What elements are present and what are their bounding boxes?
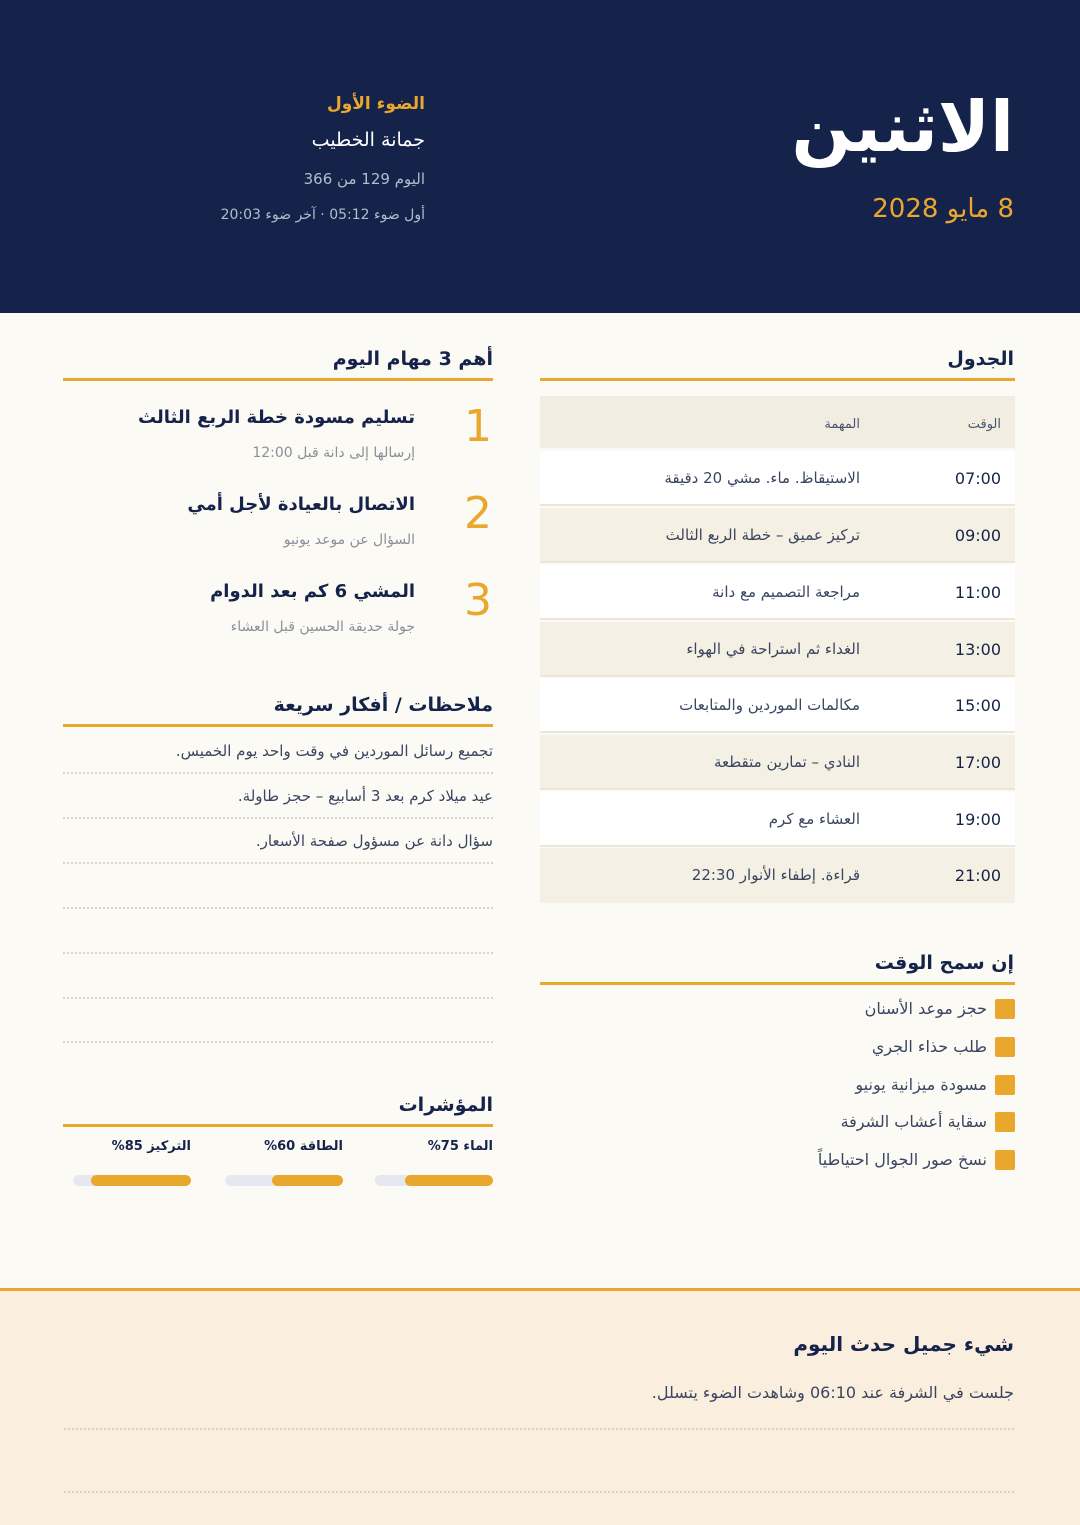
schedule-task: النادي – تمارين متقطعة: [713, 753, 860, 771]
metric-bar-fill: [272, 1175, 343, 1186]
brand-name: الضوء الأول: [326, 94, 425, 114]
metric-label: الماء 75%: [427, 1139, 493, 1154]
schedule-time: 15:00: [954, 696, 1001, 715]
priority-task: [63, 488, 493, 572]
metric-water: [373, 1140, 493, 1190]
schedule-task: مراجعة التصميم مع دانة: [712, 583, 860, 601]
note-line: [63, 730, 493, 774]
schedule-time: 11:00: [954, 583, 1001, 602]
checklist-item[interactable]: [715, 1149, 1015, 1171]
note-line: [63, 999, 493, 1043]
metric-label: التركيز 85%: [111, 1139, 191, 1154]
metric-label: الطاقة 60%: [264, 1139, 343, 1154]
schedule-rule: [540, 378, 1015, 381]
schedule-task: الاستيقاظ. ماء. مشي 20 دقيقة: [664, 469, 860, 487]
note-text: سؤال دانة عن مسؤول صفحة الأسعار.: [255, 832, 493, 850]
schedule-task: العشاء مع كرم: [768, 810, 860, 828]
schedule-time: 13:00: [954, 640, 1001, 659]
day-name: الاثنين: [791, 86, 1014, 168]
person-name: جمانة الخطيب: [311, 129, 425, 151]
checklist-item[interactable]: [715, 998, 1015, 1020]
top-tasks-title: أهم 3 مهام اليوم: [332, 348, 493, 370]
notes-title: ملاحظات / أفكار سريعة: [273, 694, 493, 716]
schedule-row: [540, 735, 1015, 790]
checkbox[interactable]: [995, 1112, 1015, 1132]
schedule-title: الجدول: [947, 348, 1014, 370]
metric-bar: [375, 1175, 493, 1186]
schedule-row: [540, 792, 1015, 847]
priority-task-title: تسليم مسودة خطة الربع الثالث: [137, 407, 415, 428]
note-line: [63, 865, 493, 909]
checkbox[interactable]: [995, 1150, 1015, 1170]
schedule-task: تركيز عميق – خطة الربع الثالث: [665, 526, 860, 544]
metric-bar: [73, 1175, 191, 1186]
schedule-row: [540, 508, 1015, 563]
schedule-time: 07:00: [954, 469, 1001, 488]
checklist-label: طلب حذاء الجري: [871, 1037, 987, 1056]
note-line: [63, 775, 493, 819]
checklist-label: سقاية أعشاب الشرفة: [840, 1112, 987, 1131]
date: 8 مايو 2028: [872, 194, 1014, 224]
light-info: أول ضوء 05:12 · آخر ضوء 20:03: [220, 207, 425, 223]
schedule-header-row: [540, 396, 1015, 448]
schedule-task: قراءة. إطفاء الأنوار 22:30: [691, 866, 860, 884]
day-count: اليوم 129 من 366: [303, 170, 425, 188]
if-time-rule: [540, 982, 1015, 985]
metric-focus: [71, 1140, 191, 1190]
checkbox[interactable]: [995, 1037, 1015, 1057]
metric-energy: [223, 1140, 343, 1190]
schedule-task: الغداء ثم استراحة في الهواء: [686, 640, 860, 658]
metrics-rule: [63, 1124, 493, 1127]
priority-task-note: إرسالها إلى دانة قبل 12:00: [252, 445, 415, 461]
schedule-row: [540, 451, 1015, 506]
checklist-label: حجز موعد الأسنان: [864, 999, 987, 1018]
priority-task-note: جولة حديقة الحسين قبل العشاء: [230, 619, 415, 635]
header-banner: [0, 0, 1080, 313]
highlight-footer: [0, 1288, 1080, 1525]
schedule-time: 19:00: [954, 810, 1001, 829]
top-tasks-rule: [63, 378, 493, 381]
note-text: عيد ميلاد كرم بعد 3 أسابيع – حجز طاولة.: [237, 787, 493, 805]
note-text: تجميع رسائل الموردين في وقت واحد يوم الخميس.: [175, 742, 493, 760]
note-line: [63, 910, 493, 954]
column-header-time: الوقت: [967, 417, 1001, 432]
schedule-time: 21:00: [954, 866, 1001, 885]
priority-task-note: السؤال عن موعد يونيو: [283, 532, 415, 548]
schedule-task: مكالمات الموردين والمتابعات: [679, 696, 860, 714]
note-line: [63, 955, 493, 999]
schedule-row: [540, 848, 1015, 903]
schedule-row: [540, 622, 1015, 677]
priority-number: 3: [464, 575, 492, 626]
priority-task: [63, 401, 493, 485]
priority-number: 1: [464, 401, 492, 452]
metric-bar-fill: [405, 1175, 494, 1186]
notes-rule: [63, 724, 493, 727]
schedule-row: [540, 565, 1015, 620]
schedule-time: 17:00: [954, 753, 1001, 772]
priority-task: [63, 575, 493, 659]
metrics-title: المؤشرات: [398, 1094, 493, 1116]
priority-task-title: المشي 6 كم بعد الدوام: [210, 581, 415, 602]
checkbox[interactable]: [995, 1075, 1015, 1095]
footer-text: جلست في الشرفة عند 06:10 وشاهدت الضوء يتسلل.: [651, 1383, 1014, 1402]
metric-bar: [225, 1175, 343, 1186]
footer-line: [64, 1491, 1014, 1493]
checklist-item[interactable]: [715, 1074, 1015, 1096]
footer-line: [64, 1428, 1014, 1430]
checklist-item[interactable]: [715, 1111, 1015, 1133]
priority-task-title: الاتصال بالعيادة لأجل أمي: [187, 494, 415, 515]
checklist-label: مسودة ميزانية يونيو: [855, 1075, 987, 1094]
checklist-item[interactable]: [715, 1036, 1015, 1058]
checklist-label: نسخ صور الجوال احتياطياً: [817, 1150, 987, 1169]
if-time-title: إن سمح الوقت: [874, 952, 1014, 974]
schedule-row: [540, 678, 1015, 733]
note-line: [63, 820, 493, 864]
footer-title: شيء جميل حدث اليوم: [793, 1332, 1014, 1356]
schedule-time: 09:00: [954, 526, 1001, 545]
checkbox[interactable]: [995, 999, 1015, 1019]
metric-bar-fill: [91, 1175, 191, 1186]
priority-number: 2: [464, 488, 492, 539]
column-header-task: المهمة: [824, 417, 860, 432]
